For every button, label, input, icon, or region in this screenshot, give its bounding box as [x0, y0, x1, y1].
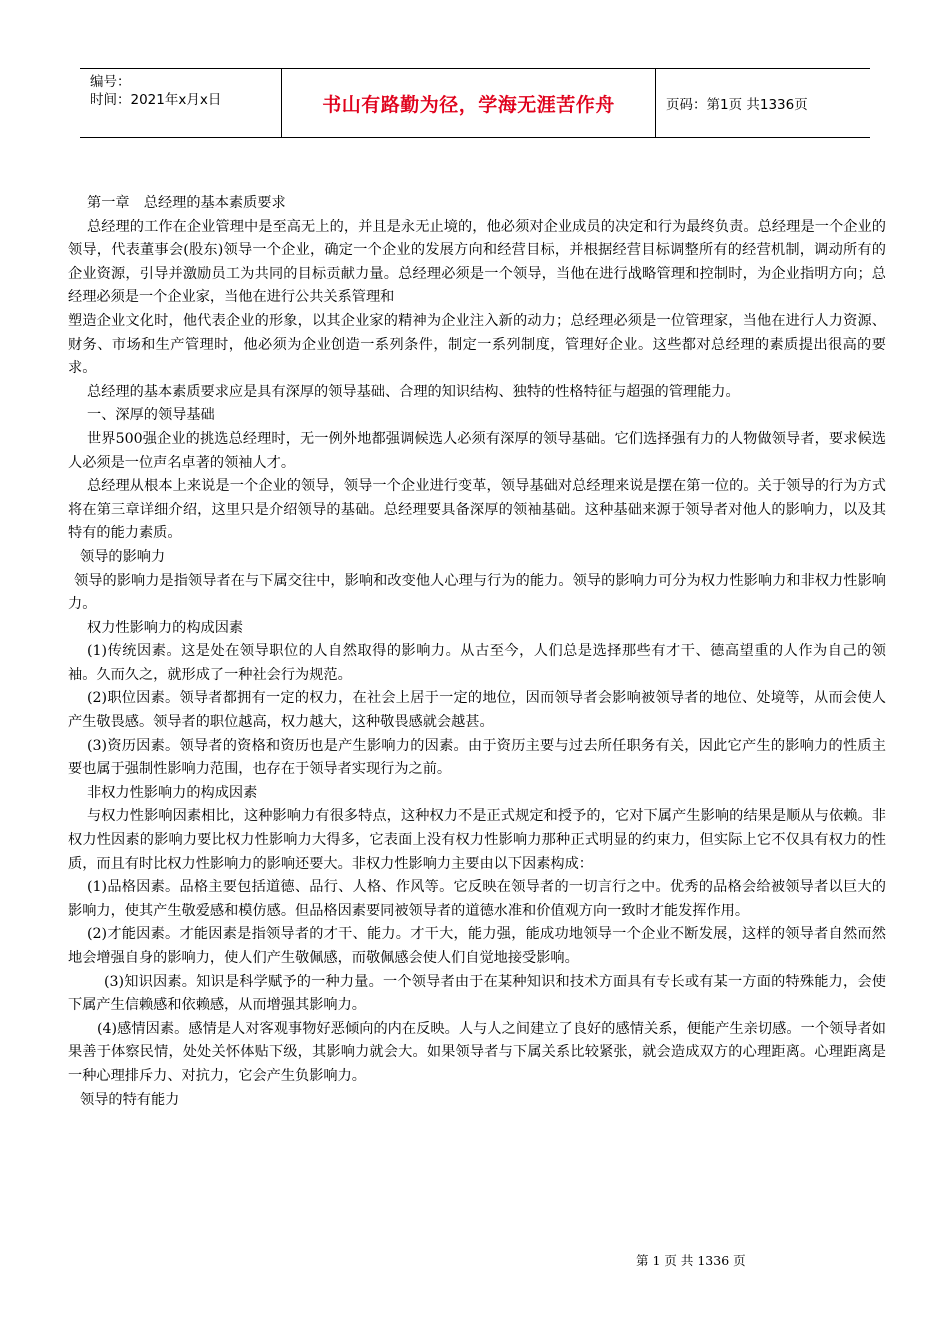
paragraph: 非权力性影响力的构成因素	[87, 784, 258, 801]
header-motto: 书山有路勤为径，学海无涯苦作舟	[282, 69, 656, 137]
header-time: 时间：2021年x月x日	[90, 92, 222, 108]
document-header	[80, 68, 870, 138]
header-meta	[80, 69, 282, 137]
paragraph: 总经理的工作在企业管理中是至高无上的，并且是永无止境的，他必须对企业成员的决定和行为最终负责。总经理是一个企业的领导，代表董事会(股东)领导一个企业，确定一个企业的发展方向和经营目标，并根据经营目标调整所有的经营机制，调动所有的企业资源，引导并激励员工为共同的目标贡献力量。总经理必须是一个领导，当他在进行战略管理和控制时，为企业指明方向；总经理必须是一个企业家，当他在进行公共关系管理和	[68, 218, 886, 306]
paragraph: 塑造企业文化时，他代表企业的形象，以其企业家的精神为企业注入新的动力；总经理必须是一位管理家，当他在进行人力资源、财务、市场和生产管理时，他必须为企业创造一系列条件，制定一系列制度，管理好企业。这些都对总经理的素质提出很高的要求。	[68, 312, 886, 377]
paragraph: 总经理从根本上来说是一个企业的领导，领导一个企业进行变革，领导基础对总经理来说是摆在第一位的。关于领导的行为方式将在第三章详细介绍，这里只是介绍领导的基础。总经理要具备深厚的领袖基础。这种基础来源于领导者对他人的影响力，以及其特有的能力素质。	[68, 478, 886, 542]
paragraph: 权力性影响力的构成因素	[87, 619, 244, 636]
paragraph: 领导的特有能力	[80, 1091, 180, 1108]
page-footer: 第 1 页 共 1336 页	[636, 1253, 746, 1268]
paragraph: (2)才能因素。才能因素是指领导者的才干、能力。才干大，能力强，能成功地领导一个企业不断发展，这样的领导者自然而然地会增强自身的影响力，使人们产生敬佩感，而敬佩感会使人们自觉地接受影响。	[68, 926, 886, 966]
paragraph: 领导的影响力	[80, 548, 166, 565]
paragraph: (3)知识因素。知识是科学赋予的一种力量。一个领导者由于在某种知识和技术方面具有专长或有某一方面的特殊能力，会使下属产生信赖感和依赖感，从而增强其影响力。	[68, 973, 886, 1014]
document-body	[68, 192, 886, 1112]
paragraph: 世界500强企业的挑选总经理时，无一例外地都强调候选人必须有深厚的领导基础。它们选择强有力的人物做领导者，要求候选人必须是一位声名卓著的领袖人才。	[68, 430, 886, 471]
paragraph: (4)感情因素。感情是人对客观事物好恶倾向的内在反映。人与人之间建立了良好的感情关系，便能产生亲切感。一个领导者如果善于体察民情，处处关怀体贴下级，其影响力就会大。如果领导者与下属关系比较紧张，就会造成双方的心理距离。心理距离是一种心理排斥力、对抗力，它会产生负影响力。	[68, 1020, 886, 1084]
paragraph: (1)品格因素。品格主要包括道德、品行、人格、作风等。它反映在领导者的一切言行之中。优秀的品格会给被领导者以巨大的影响力，使其产生敬爱感和模仿感。但品格因素要同被领导者的道德水准和价值观方向一致时才能发挥作用。	[68, 879, 886, 919]
paragraph: (3)资历因素。领导者的资格和资历也是产生影响力的因素。由于资历主要与过去所任职务有关，因此它产生的影响力的性质主要也属于强制性影响力范围，也存在于领导者实现行为之前。	[68, 737, 886, 778]
paragraph: 第一章 总经理的基本素质要求	[87, 195, 286, 211]
paragraph: 领导的影响力是指领导者在与下属交往中，影响和改变他人心理与行为的能力。领导的影响力可分为权力性影响力和非权力性影响力。	[68, 572, 886, 613]
header-page-info: 页码：第1页 共1336页	[666, 97, 808, 113]
paragraph: 与权力性影响因素相比，这种影响力有很多特点，这种权力不是正式规定和授予的，它对下属产生影响的结果是顺从与依赖。非权力性因素的影响力要比权力性影响力大得多，它表面上没有权力性影响力那种正式明显的约束力，但实际上它不仅具有权力的性质，而且有时比权力性影响力的影响还要大。非权力性影响力主要由以下因素构成：	[68, 808, 886, 872]
header-number: 编号：	[90, 74, 131, 90]
paragraph: (1)传统因素。这是处在领导职位的人自然取得的影响力。从古至今，人们总是选择那些有才干、德高望重的人作为自己的领袖。久而久之，就形成了一种社会行为规范。	[68, 643, 886, 683]
paragraph: (2)职位因素。领导者都拥有一定的权力，在社会上居于一定的地位，因而领导者会影响被领导者的地位、处境等，从而会使人产生敬畏感。领导者的职位越高，权力越大，这种敬畏感就会越甚。	[68, 690, 886, 731]
paragraph: 一、深厚的领导基础	[87, 407, 215, 424]
paragraph: 总经理的基本素质要求应是具有深厚的领导基础、合理的知识结构、独特的性格特征与超强的管理能力。	[87, 383, 740, 400]
